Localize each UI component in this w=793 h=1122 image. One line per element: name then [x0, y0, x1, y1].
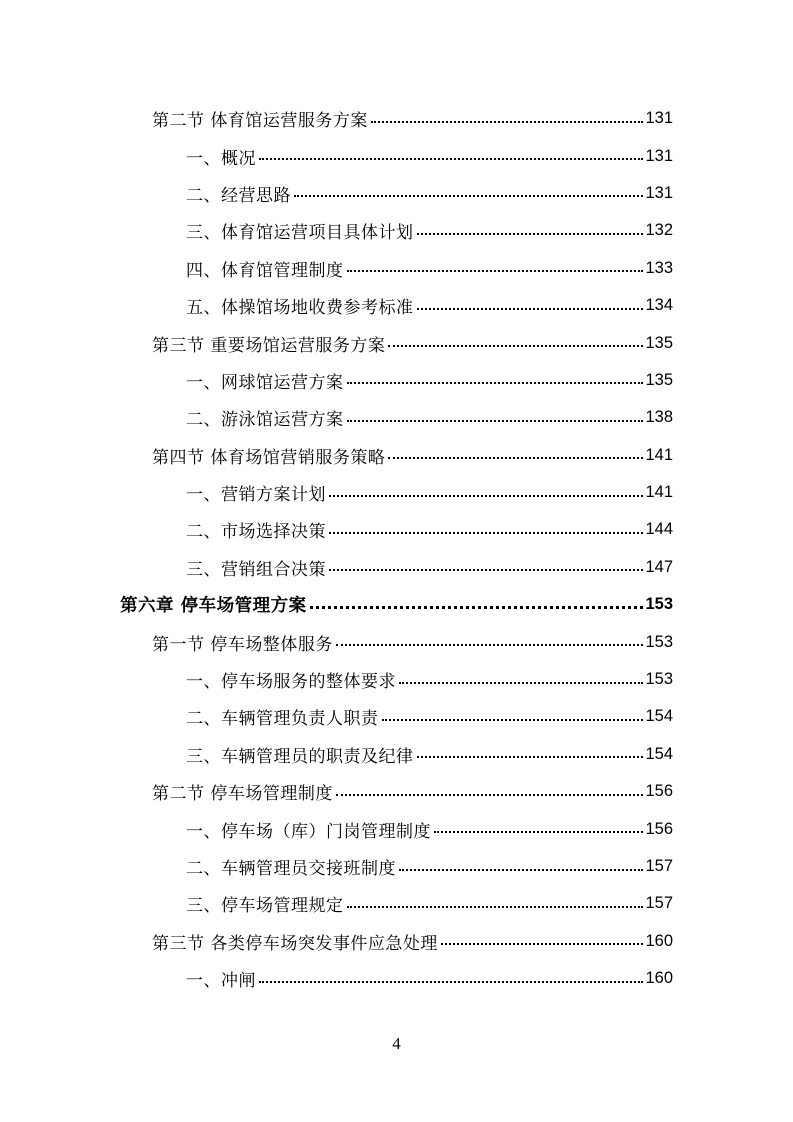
- toc-entry-page: 134: [645, 296, 673, 315]
- toc-entry-label: 二、车辆管理负责人职责: [186, 709, 379, 730]
- toc-entry[interactable]: [0, 661, 793, 698]
- toc-entry[interactable]: [0, 698, 793, 735]
- toc-leader-dots: [310, 606, 644, 609]
- toc-entry-page: 160: [645, 931, 673, 950]
- toc-entry-label: 第二节 体育馆运营服务方案: [152, 111, 368, 132]
- toc-leader-dots: [399, 869, 643, 871]
- toc-entry-label: 第三节 重要场馆运营服务方案: [152, 335, 386, 356]
- toc-entry[interactable]: [0, 137, 793, 174]
- toc-leader-dots: [441, 943, 644, 945]
- toc-leader-dots: [434, 831, 643, 833]
- toc-entry-page: 135: [645, 333, 673, 352]
- toc-leader-dots: [347, 906, 644, 908]
- toc-entry-label: 一、概况: [186, 148, 256, 169]
- toc-entry[interactable]: [0, 885, 793, 922]
- toc-entry[interactable]: [0, 923, 793, 960]
- toc-entry-label: 第四节 体育场馆营销服务策略: [152, 447, 386, 468]
- toc-leader-dots: [388, 345, 643, 347]
- toc-entry-page: 141: [645, 445, 673, 464]
- toc-leader-dots: [336, 794, 644, 796]
- toc-leader-dots: [382, 719, 644, 721]
- toc-entry[interactable]: [0, 399, 793, 436]
- toc-entry[interactable]: [0, 287, 793, 324]
- toc-entry-page: 133: [645, 258, 673, 277]
- toc-entry[interactable]: [0, 212, 793, 249]
- toc-entry[interactable]: [0, 511, 793, 548]
- toc-entry-label: 四、体育馆管理制度: [186, 260, 344, 281]
- toc-entry-label: 二、游泳馆运营方案: [186, 410, 344, 431]
- page-number: 4: [392, 1034, 401, 1053]
- toc-entry-label: 三、体育馆运营项目具体计划: [186, 223, 414, 244]
- toc-entry-page: 154: [645, 707, 673, 726]
- toc-leader-dots: [259, 981, 643, 983]
- toc-entry-page: 131: [645, 183, 673, 202]
- toc-entry-page: 154: [645, 744, 673, 763]
- toc-leader-dots: [347, 382, 644, 384]
- toc-leader-dots: [347, 270, 644, 272]
- toc-leader-dots: [329, 495, 643, 497]
- toc-entry-label: 一、停车场（库）门岗管理制度: [186, 821, 431, 842]
- toc-entry-label: 一、停车场服务的整体要求: [186, 672, 396, 693]
- toc-leader-dots: [399, 682, 643, 684]
- toc-entry-label: 第三节 各类停车场突发事件应急处理: [152, 933, 438, 954]
- toc-entry-page: 131: [645, 146, 673, 165]
- toc-leader-dots: [347, 420, 644, 422]
- toc-leader-dots: [371, 121, 644, 123]
- toc-entry[interactable]: [0, 474, 793, 511]
- toc-entry[interactable]: [0, 623, 793, 660]
- toc-entry-page: 147: [645, 557, 673, 576]
- toc-entry-label: 一、营销方案计划: [186, 485, 326, 506]
- toc-entry[interactable]: [0, 848, 793, 885]
- toc-entry-page: 153: [645, 595, 673, 614]
- toc-entry-label: 第一节 停车场整体服务: [152, 634, 333, 655]
- toc-entry[interactable]: [0, 175, 793, 212]
- toc-entry-label: 一、网球馆运营方案: [186, 372, 344, 393]
- toc-entry-page: 157: [645, 894, 673, 913]
- toc-entry[interactable]: [0, 362, 793, 399]
- toc-entry-page: 156: [645, 782, 673, 801]
- toc-entry-label: 三、车辆管理员的职责及纪律: [186, 746, 414, 767]
- toc-leader-dots: [294, 195, 643, 197]
- toc-entry[interactable]: [0, 549, 793, 586]
- toc-entry-label: 二、经营思路: [186, 185, 291, 206]
- toc-entry[interactable]: [0, 773, 793, 810]
- toc-chapter-entry[interactable]: [0, 586, 793, 623]
- toc-entry-page: 144: [645, 520, 673, 539]
- toc-entry-label: 二、市场选择决策: [186, 522, 326, 543]
- toc-entry-label: 一、冲闸: [186, 971, 256, 992]
- toc-entry[interactable]: [0, 100, 793, 137]
- toc-entry-page: 160: [645, 969, 673, 988]
- toc-entry-label: 第六章 停车场管理方案: [120, 596, 307, 617]
- toc-leader-dots: [417, 233, 644, 235]
- toc-leader-dots: [388, 457, 643, 459]
- toc-leader-dots: [417, 308, 644, 310]
- toc-leader-dots: [259, 158, 643, 160]
- toc-leader-dots: [417, 756, 644, 758]
- toc-entry[interactable]: [0, 736, 793, 773]
- toc-leader-dots: [329, 569, 643, 571]
- toc-entry-page: 157: [645, 857, 673, 875]
- toc-entry-label: 二、车辆管理员交接班制度: [186, 859, 396, 879]
- toc-entry-page: 141: [645, 483, 673, 502]
- toc-entry-label: 第二节 停车场管理制度: [152, 784, 333, 805]
- toc-leader-dots: [336, 644, 644, 646]
- toc-leader-dots: [329, 532, 643, 534]
- toc-entry[interactable]: [0, 810, 793, 847]
- toc-entry-label: 三、停车场管理规定: [186, 896, 344, 917]
- toc-entry[interactable]: [0, 960, 793, 997]
- toc-entry[interactable]: [0, 250, 793, 287]
- toc-entry-page: 153: [645, 632, 673, 651]
- toc-entry-label: 五、体操馆场地收费参考标准: [186, 298, 414, 319]
- toc-entry-page: 135: [645, 370, 673, 389]
- toc-entry[interactable]: [0, 324, 793, 361]
- toc-entry-page: 131: [645, 109, 673, 128]
- toc-entry-page: 153: [645, 670, 673, 689]
- toc-entry[interactable]: [0, 437, 793, 474]
- toc-entry-page: 138: [645, 408, 673, 427]
- toc-entry-page: 132: [645, 221, 673, 240]
- table-of-contents: [0, 100, 793, 997]
- toc-entry-label: 三、营销组合决策: [186, 559, 326, 580]
- toc-entry-page: 156: [645, 819, 673, 838]
